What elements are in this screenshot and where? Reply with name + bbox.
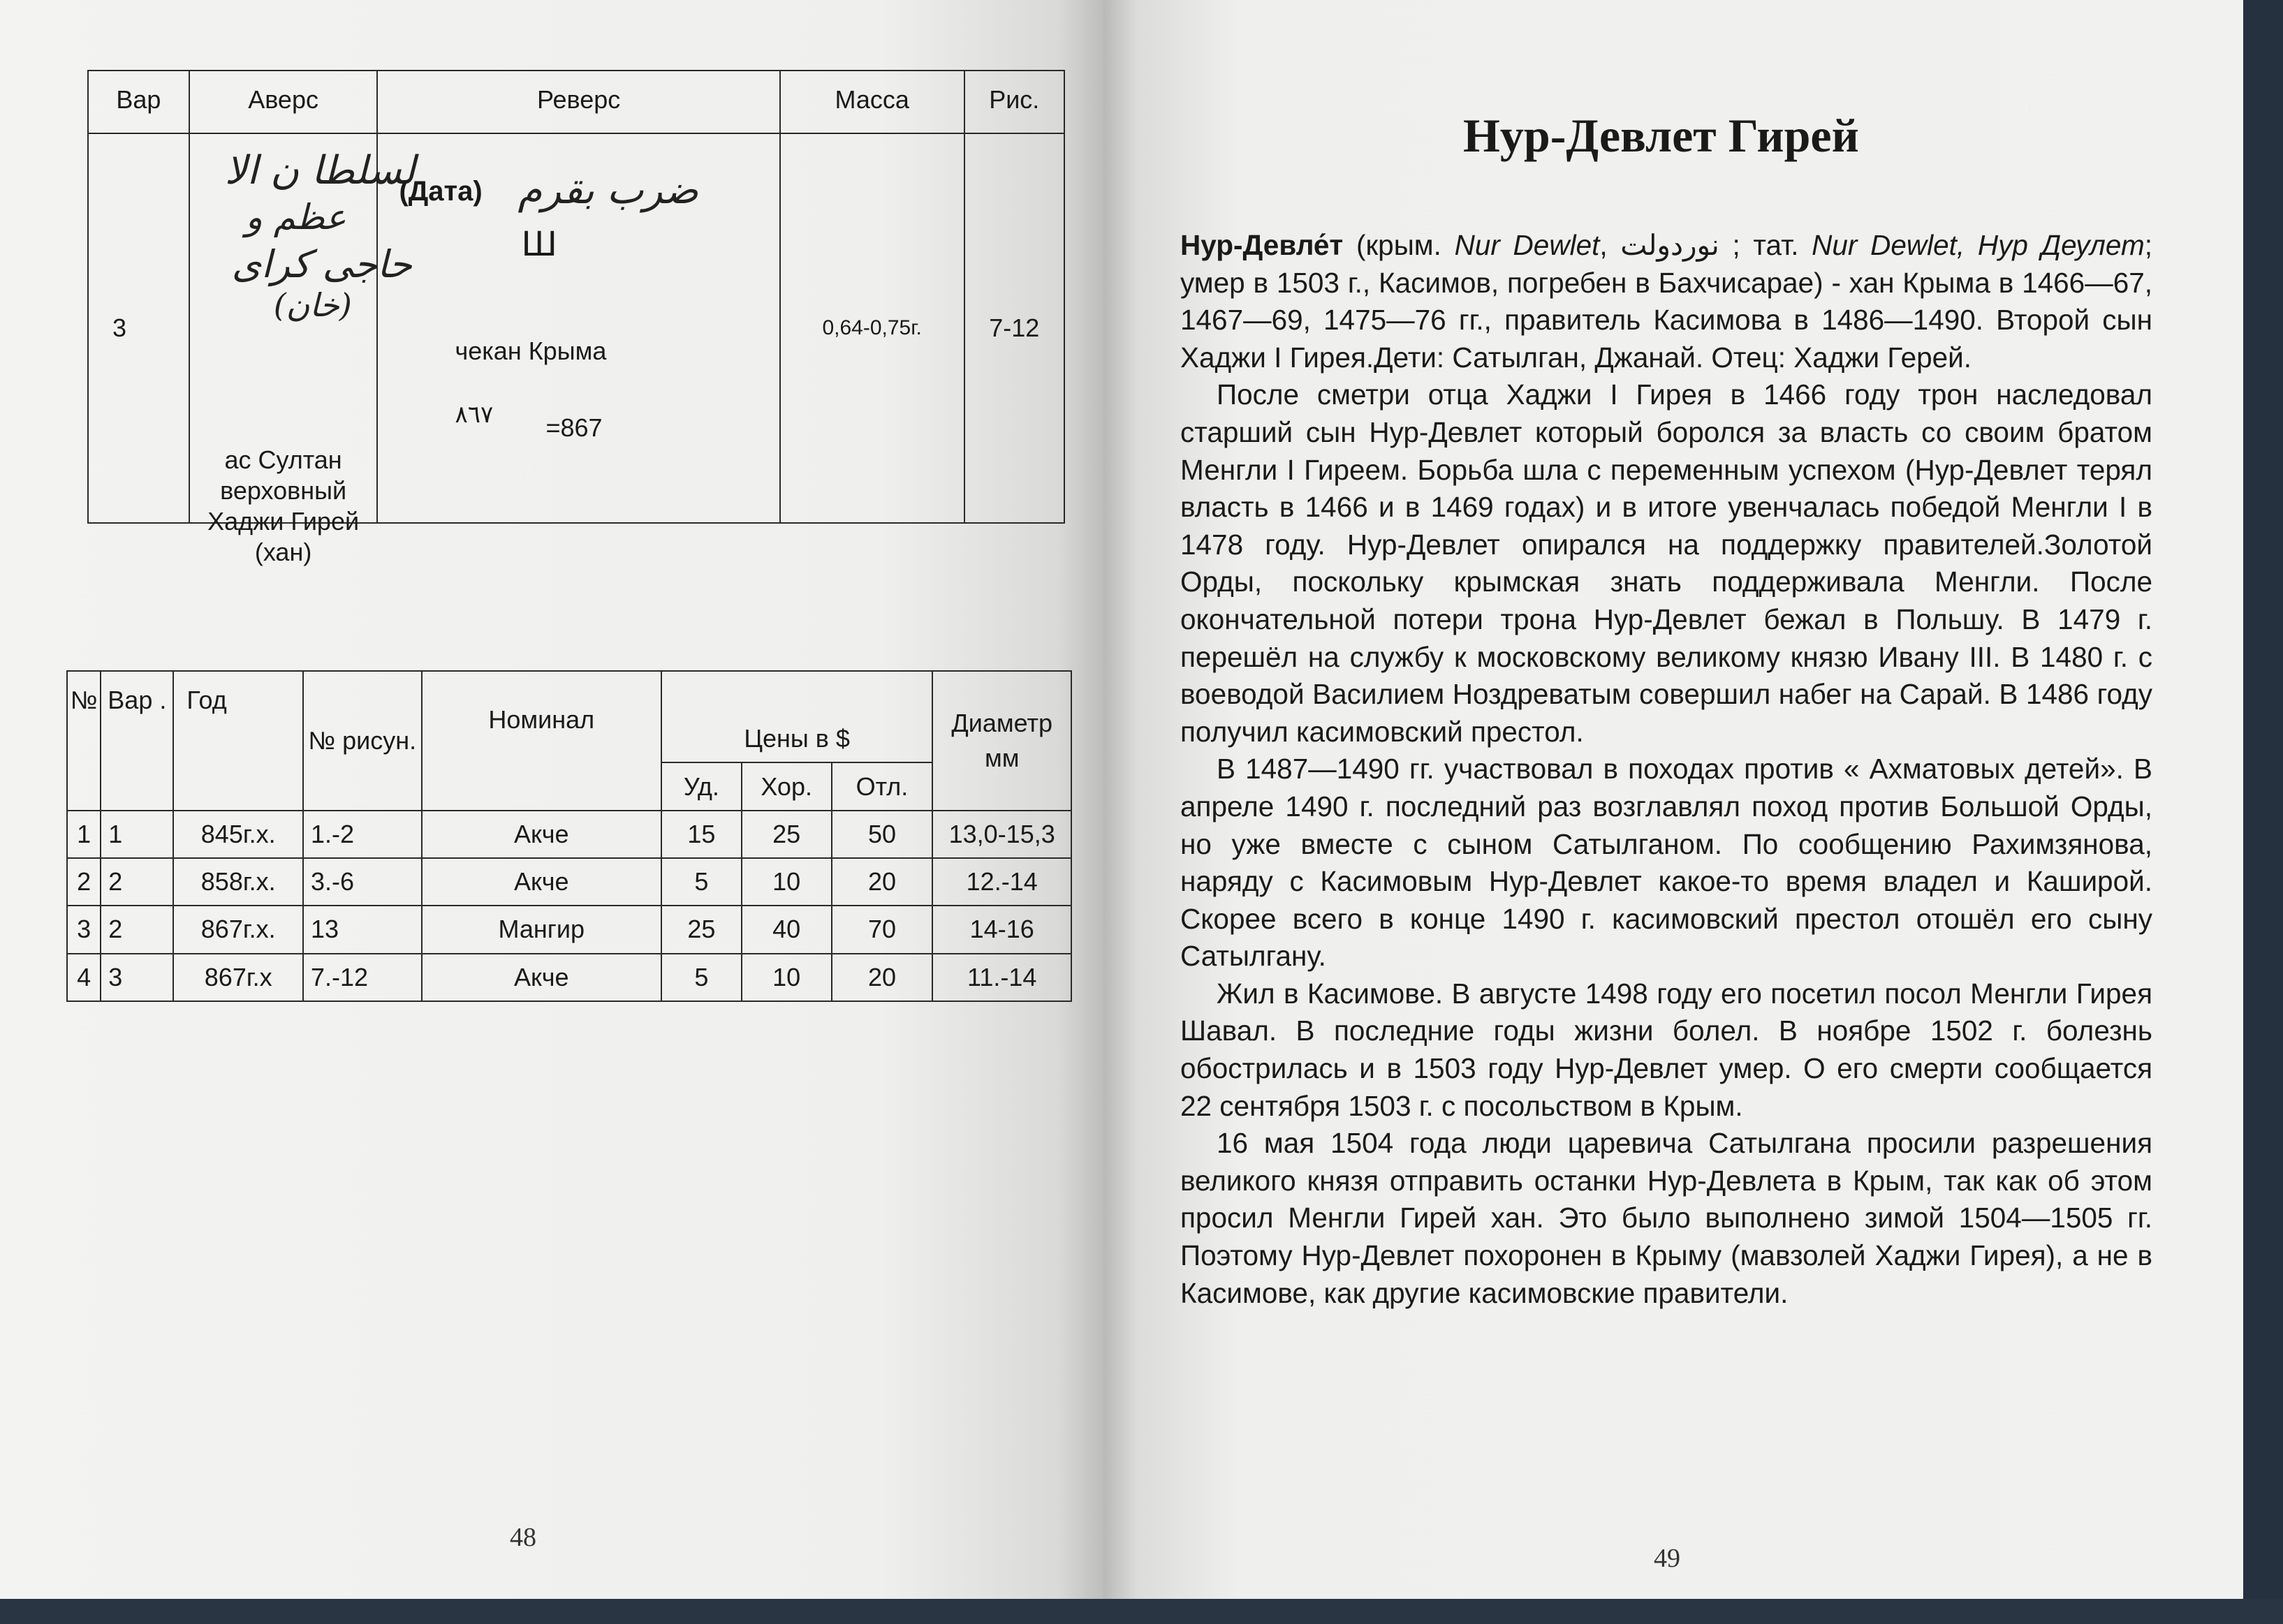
scan-background-edge [0, 1599, 2283, 1624]
var-value: 3 [112, 313, 127, 342]
paragraph: В 1487—1490 гг. участвовал в походах против « Ахматовых детей». В апреле 1490 г. последний раз возглавлял поход против Большой Орды, но уже вместе с сыном Сатылганом. По сообщению Рахимзянова, наряду с Касимовым Нур-Девлет какое-то время владел и Каширой. Скорее всего в конце 1490 г. касимовский престол отошёл его сыну Сатылгану. [1180, 753, 2152, 973]
row-fig: 3.-6 [303, 858, 422, 906]
row-year: 845г.х. [173, 811, 303, 858]
header-price-otl: Отл. [832, 762, 933, 810]
row-price-ud: 15 [661, 811, 742, 858]
row-no: 4 [67, 954, 101, 1001]
header-revers: Реверс [377, 71, 779, 133]
row-fig: 1.-2 [303, 811, 422, 858]
header-year: Год [173, 671, 303, 811]
page-number-right: 49 [1654, 1544, 1680, 1573]
table-row [67, 954, 1071, 1001]
scan-background-edge [2243, 0, 2283, 1624]
header-price-ud: Уд. [661, 762, 742, 810]
fig-value: 7-12 [989, 313, 1040, 342]
row-fig: 7.-12 [303, 954, 422, 1001]
article-title: Нур-Девлет Гирей [1463, 109, 1859, 162]
row-price-hor: 25 [742, 811, 832, 858]
avers-caption [190, 445, 377, 568]
header-var: Вар . [101, 671, 173, 811]
row-nominal: Акче [422, 811, 661, 858]
row-diameter: 13,0-15,3 [932, 811, 1071, 858]
row-price-hor: 10 [742, 954, 832, 1001]
avers-caption-line: Хаджи Гирей [207, 507, 360, 536]
avers-arabic-line-2: ﻋﻈﻢ ﻭ [245, 197, 346, 237]
paragraph: После сметри отца Хаджи I Гирея в 1466 году трон наследовал старший сын Нур-Девлет который боролся за власть со своим братом Менгли I Гиреем. Борьба шла с переменным успехом (Нур-Девлет терял власть в 1466 и в 1469 годах) и в итоге увенчалась победой Менгли I в 1478 году. Нур-Девлет опирался на поддержку правителей.Золотой Орды, поскольку крымская знать поддерживала Менгли. После окончательной потери трона Нур-Девлет бежал в Польшу. В 1479 г. перешёл на службу к московскому великому князю Ивану III. В 1480 г. с воеводой Василием Ноздреватым совершил набег на Сарай. В 1486 году получил касимовский престол. [1180, 378, 2152, 748]
table-row [67, 811, 1071, 858]
table-row [67, 906, 1071, 953]
avers-caption-line: ас Султан [224, 445, 342, 474]
header-fig: Рис. [964, 71, 1065, 133]
cell-fig [964, 133, 1065, 523]
header-mass: Масса [780, 71, 964, 133]
paragraph: Жил в Касимове. В августе 1498 году его посетил посол Менгли Гирея Шавал. В последние годы жизни болел. В ноябре 1502 г. болезнь обострилась и в 1503 году Нур-Девлет умер. О его смерти сообщается 22 сентября 1503 г. с посольством в Крым. [1180, 977, 2152, 1122]
paragraph-text: (крым. [1343, 229, 1455, 261]
row-var: 3 [101, 954, 173, 1001]
cell-mass [780, 133, 964, 523]
row-diameter: 12.-14 [932, 858, 1071, 906]
header-diameter: Диаметр мм [932, 671, 1071, 811]
paragraph-italic: Nur Dewlet [1454, 229, 1600, 261]
header-nominal: Номинал [422, 671, 661, 811]
row-price-ud: 25 [661, 906, 742, 953]
paragraph-text: , ﻧﻮﺭﺩﻭﻟﺖ ; тат. [1599, 229, 1812, 261]
left-page [0, 0, 1103, 1624]
row-no: 3 [67, 906, 101, 953]
header-no: № [67, 671, 101, 811]
revers-arabic: ﺿﺮﺏ ﺑﻘﺮﻡ [517, 168, 698, 213]
avers-caption-line: верховный [220, 476, 347, 505]
paragraph: 16 мая 1504 года люди царевича Сатылгана просили разрешения великого князя отправить останки Нур-Девлета в Крым, так как об этом просил Менгли Гирей хан. Это было выполнено зимой 1504—1505 гг. Поэтому Нур-Девлет похоронен в Крыму (мавзолей Хаджи Гирея), а не в Касимове, как другие касимовские правители. [1180, 1127, 2152, 1309]
price-table [66, 670, 1072, 1002]
avers-caption-line: (хан) [254, 538, 312, 566]
revers-date-label: (Дата) [399, 176, 483, 207]
coin-variant-table [87, 70, 1065, 566]
row-year: 867г.х. [173, 906, 303, 953]
cell-avers [189, 133, 416, 566]
header-avers: Аверс [189, 71, 378, 133]
row-nominal: Акче [422, 954, 661, 1001]
header-price-hor: Хор. [742, 762, 832, 810]
row-price-otl: 20 [832, 858, 933, 906]
row-var: 2 [101, 906, 173, 953]
row-diameter: 14-16 [932, 906, 1071, 953]
row-year: 867г.х [173, 954, 303, 1001]
avers-arabic-line-4: (ﺧﺎﻥ) [273, 286, 352, 324]
paragraph-italic: Nur Dewlet, Нур Деулет [1812, 229, 2145, 261]
cell-revers [377, 133, 779, 523]
revers-mint: чекан Крыма [455, 337, 607, 365]
header-fig: № рисун. [303, 671, 422, 811]
paragraph-text: ; умер в 1503 г., Касимов, погребен в Бахчисарае) - хан Крыма в 1466—67, 1467—69, 1475—76 гг., правитель Касимова в 1486—1490. Второй сын Хаджи I Гирея.Дети: Сатылган, Джанай. Отец: Хаджи Герей. [1180, 229, 2152, 374]
row-diameter: 11.-14 [932, 954, 1071, 1001]
mass-value: 0,64-0,75г. [822, 316, 922, 339]
row-price-otl: 20 [832, 954, 933, 1001]
row-price-ud: 5 [661, 858, 742, 906]
row-price-hor: 10 [742, 858, 832, 906]
avers-arabic-line-3: ﺣﺎﺟﻰ ﻛﺮﺍﻯ [231, 242, 412, 286]
paragraph [1180, 227, 2152, 376]
row-price-otl: 50 [832, 811, 933, 858]
row-price-hor: 40 [742, 906, 832, 953]
row-no: 2 [67, 858, 101, 906]
cell-var [88, 133, 189, 523]
header-var: Вар [88, 71, 189, 133]
row-nominal: Акче [422, 858, 661, 906]
header-prices: Цены в $ [661, 671, 932, 762]
table-row [67, 858, 1071, 906]
row-price-ud: 5 [661, 954, 742, 1001]
tamga-icon: Ш [521, 225, 557, 264]
row-nominal: Мангир [422, 906, 661, 953]
row-no: 1 [67, 811, 101, 858]
row-price-otl: 70 [832, 906, 933, 953]
row-fig: 13 [303, 906, 422, 953]
article-lead: Нур-Девле́т [1180, 229, 1344, 261]
row-year: 858г.х. [173, 858, 303, 906]
avers-arabic-line-1: ﻟﺴﻠﻄﺎ ﻥ ﺍﻻ [224, 148, 416, 193]
revers-year-arabic: ٨٦٧ [455, 401, 494, 429]
page-number-left: 48 [510, 1523, 536, 1552]
revers-year: =867 [545, 413, 603, 442]
article-body [1180, 227, 2152, 1312]
row-var: 1 [101, 811, 173, 858]
row-var: 2 [101, 858, 173, 906]
